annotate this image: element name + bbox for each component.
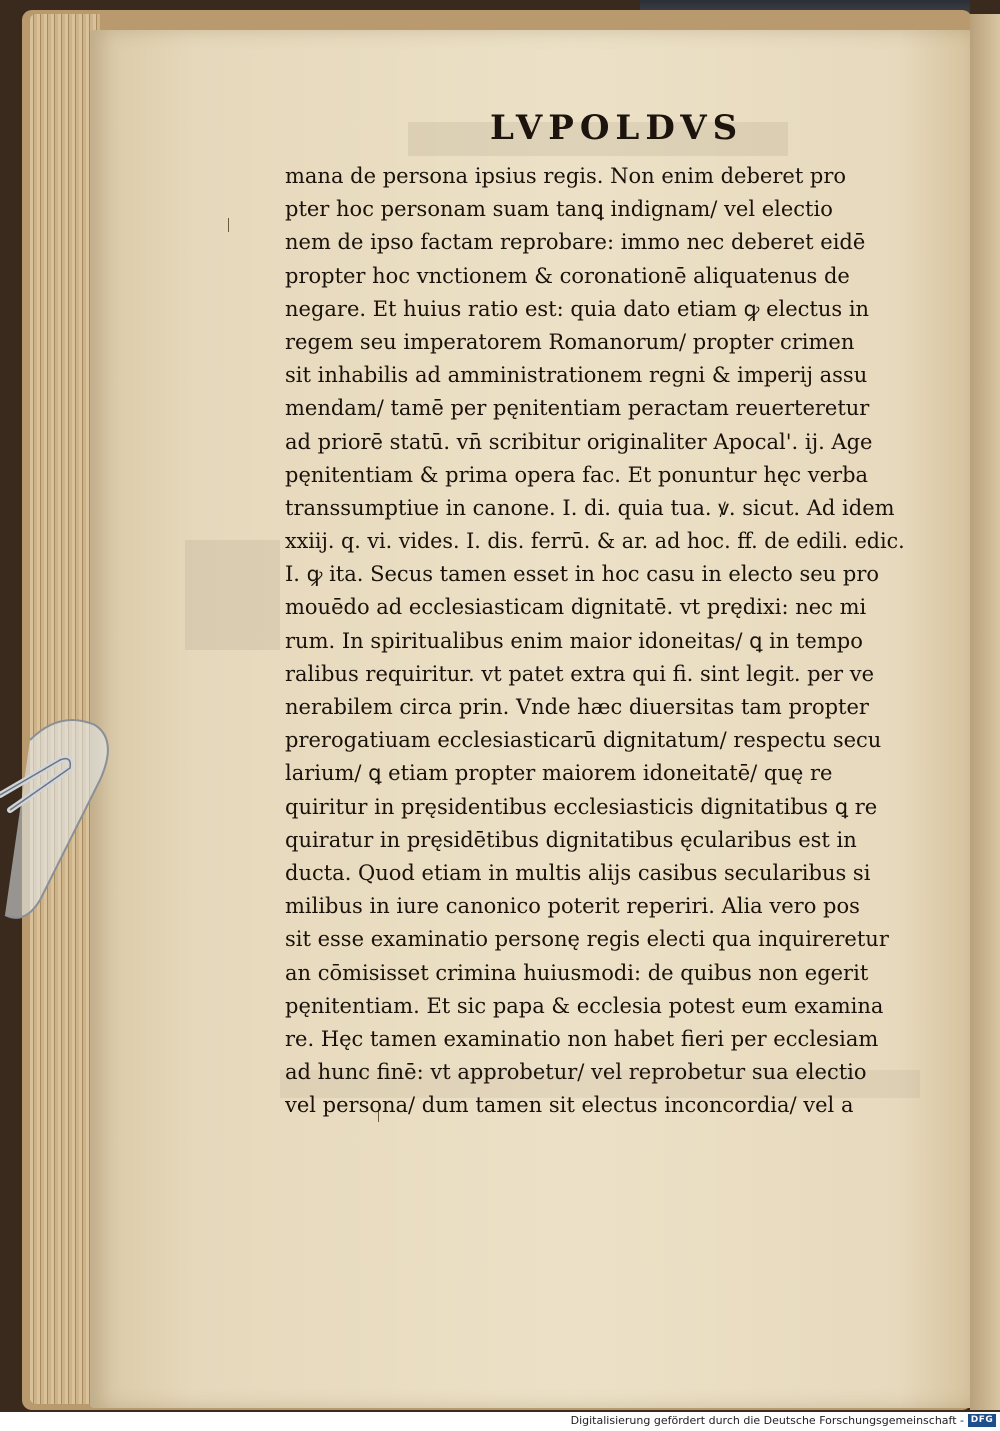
text-line: propter hoc vnctionem & coronationē aliquatenus de xyxy=(285,263,850,288)
footer-bar xyxy=(0,1412,1000,1431)
text-line: nem de ipso factam reprobare: immo nec deberet eidē xyxy=(285,230,866,255)
text-line: transsumptiue in canone. I. di. quia tua. ꝟ. sicut. Ad idem xyxy=(285,495,895,520)
running-head: LVPOLDVS xyxy=(490,108,744,148)
text-line: quiritur in pręsidentibus ecclesiasticis dignitatibus ꝗ re xyxy=(285,794,878,819)
text-line: mana de persona ipsius regis. Non enim deberet pro xyxy=(285,164,847,188)
text-line: prerogatiuam ecclesiasticarū dignitatum/ respectu secu xyxy=(285,728,882,753)
facing-page-edge xyxy=(970,14,1000,1410)
running-head-row xyxy=(285,108,905,152)
text-line: ad hunc finē: vt approbetur/ vel reprobetur sua electio xyxy=(285,1060,867,1085)
dfg-logo: DFG xyxy=(968,1414,996,1427)
text-line: vel persona/ dum tamen sit electus inconcordia/ vel a xyxy=(285,1093,854,1118)
text-line: mouēdo ad ecclesiasticam dignitatē. vt prędixi: nec mi xyxy=(285,595,867,620)
text-line: re. Hęc tamen examinatio non habet fieri per ecclesiam xyxy=(285,1026,879,1051)
text-line: milibus in iure canonico poterit reperiri. Alia vero pos xyxy=(285,894,860,919)
text-line: nerabilem circa prin. Vnde hæc diuersitas tam propter xyxy=(285,695,869,719)
text-line: ad priorē statū. vn̄ scribitur originaliter Apocal'. ij. Age xyxy=(285,429,873,454)
text-line: pter hoc personam suam tanꝗ indignam/ vel electio xyxy=(285,197,833,222)
text-line: xxiij. q. vi. vides. I. dis. ferrū. & ar. ad hoc. ff. de edili. edic. xyxy=(285,529,905,554)
text-line: sit inhabilis ad amministrationem regni & imperij assu xyxy=(285,363,868,388)
digitization-credit: Digitalisierung gefördert durch die Deutsche Forschungsgemeinschaft - xyxy=(570,1414,964,1427)
paper-clip-icon xyxy=(0,700,120,930)
text-line: ducta. Quod etiam in multis alijs casibus secularibus si xyxy=(285,860,871,885)
text-line: rum. In spiritualibus enim maior idoneitas/ ꝗ in tempo xyxy=(285,628,863,653)
text-line: I. ꝙ ita. Secus tamen esset in hoc casu in electo seu pro xyxy=(285,562,880,587)
text-line: regem seu imperatorem Romanorum/ propter crimen xyxy=(285,329,855,354)
text-line: ralibus requiritur. vt patet extra qui fi. sint legit. per ve xyxy=(285,661,875,686)
text-line: sit esse examinatio personę regis electi qua inquireretur xyxy=(285,927,889,952)
text-line: quiratur in pręsidētibus dignitatibus ęcularibus est in xyxy=(285,827,857,852)
text-line: pęnitentiam. Et sic papa & ecclesia potest eum examina xyxy=(285,993,884,1018)
text-line: negare. Et huius ratio est: quia dato etiam ꝙ electus in xyxy=(285,296,870,321)
margin-mark xyxy=(228,218,229,232)
show-through-margin xyxy=(185,540,280,650)
text-line: an cōmisisset crimina huiusmodi: de quibus non egerit xyxy=(285,960,869,985)
text-line: larium/ ꝗ etiam propter maiorem idoneitatē/ quę re xyxy=(285,761,833,786)
text-line: mendam/ tamē per pęnitentiam peractam reuerteretur xyxy=(285,396,870,421)
text-line: pęnitentiam & prima opera fac. Et ponuntur hęc verba xyxy=(285,462,869,487)
body-text xyxy=(285,160,905,1122)
